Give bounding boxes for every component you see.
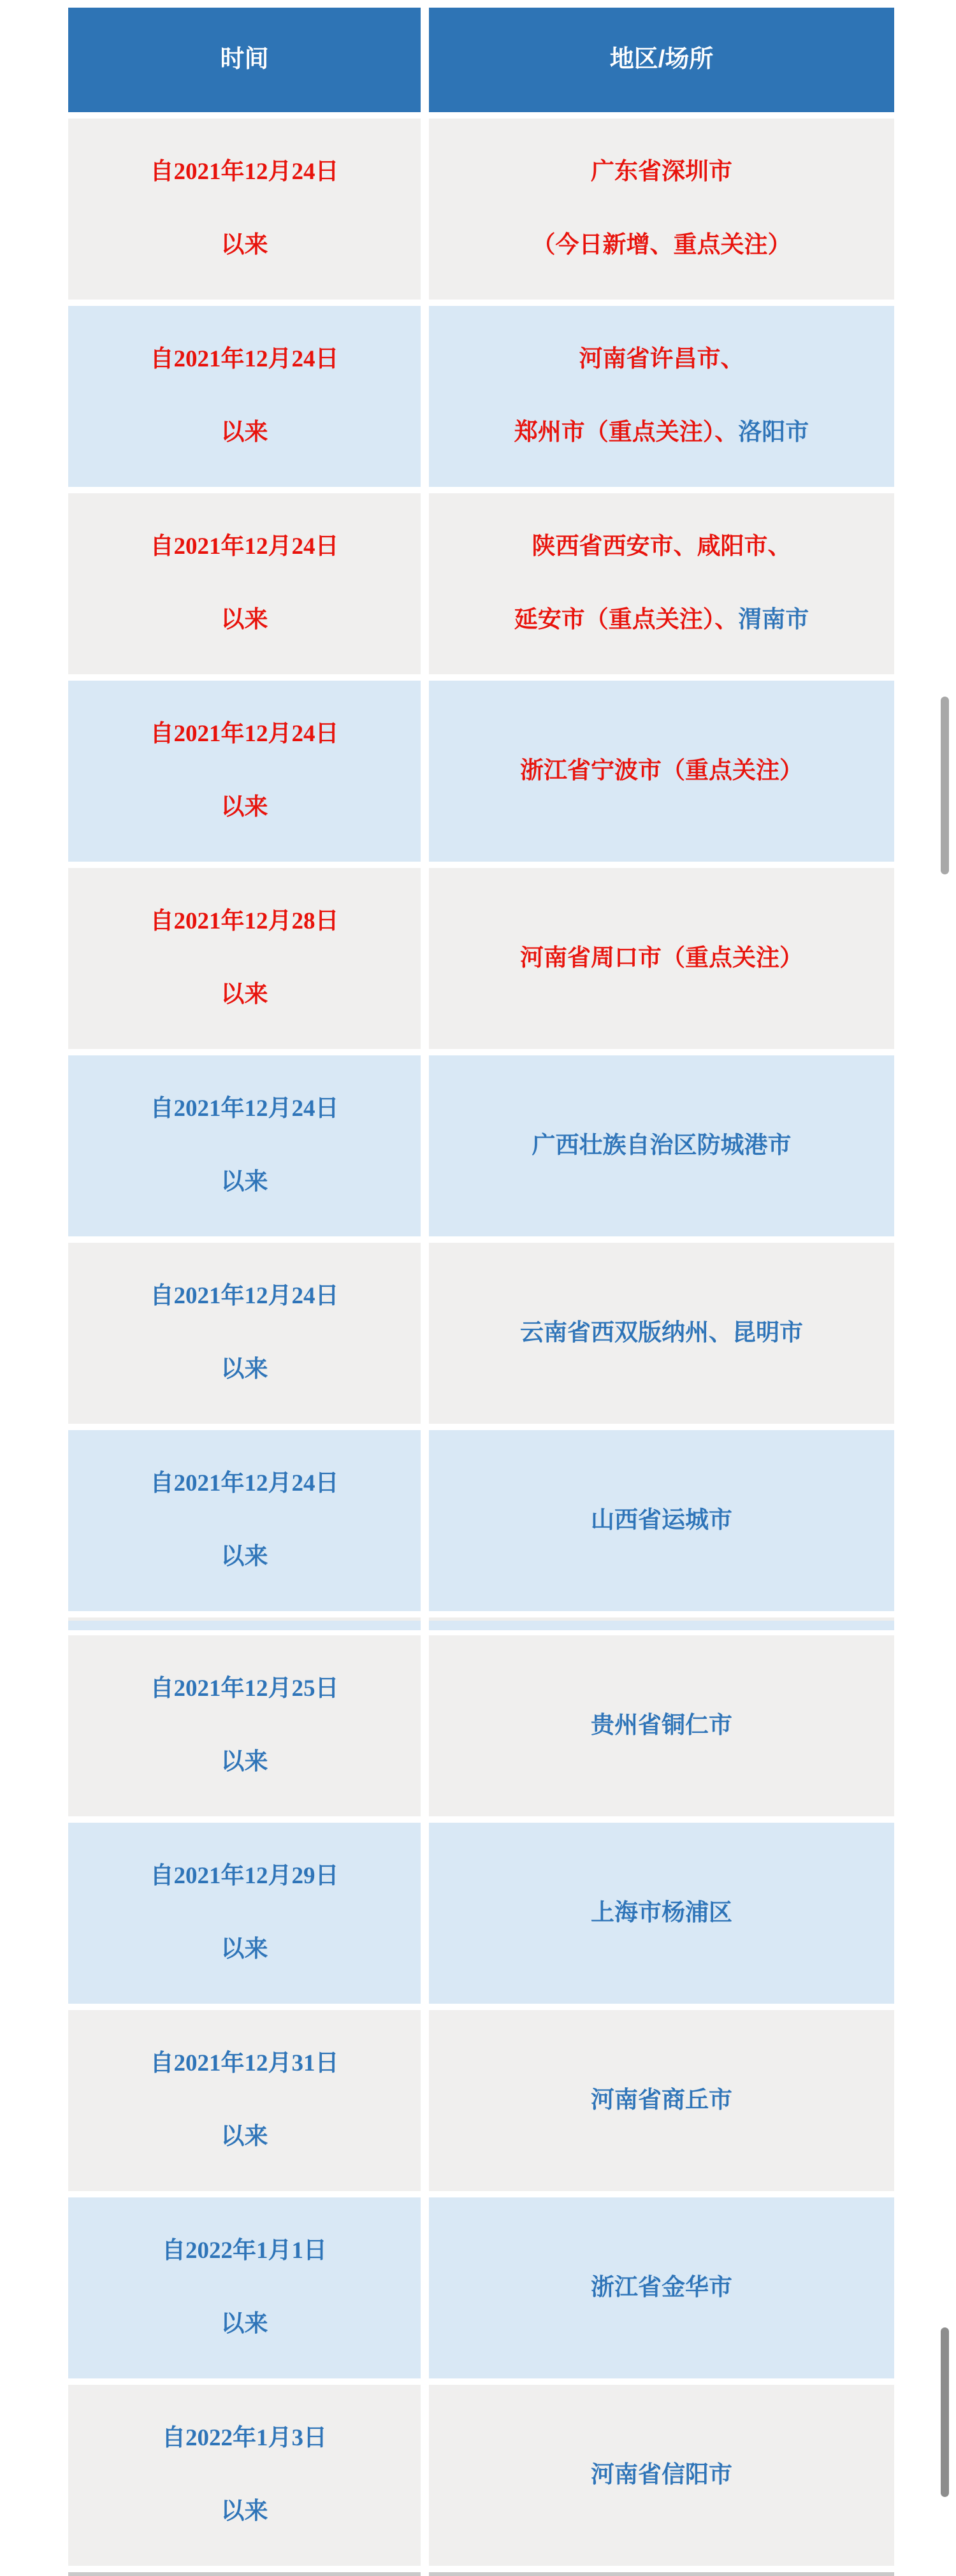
time-cell [68, 681, 421, 862]
location-text: 河南省许昌市、 [579, 346, 744, 373]
table-row [68, 868, 894, 1049]
time-cell [68, 306, 421, 487]
time-text: 自2021年12月29日 [150, 1863, 339, 1890]
location-text: 广西壮族自治区防城港市 [532, 1132, 792, 1159]
header-cell-time: 时间 [68, 8, 421, 112]
location-text: 郑州市（重点关注）、洛阳市 [514, 419, 809, 445]
partial-cell [429, 1617, 894, 1630]
location-text: 延安市（重点关注）、渭南市 [514, 607, 809, 633]
time-text: 自2022年1月3日 [162, 2425, 327, 2452]
table-row [68, 1243, 894, 1424]
location-text: 上海市杨浦区 [591, 1899, 732, 1926]
time-text: 以来 [221, 2124, 268, 2150]
time-cell [68, 1430, 421, 1611]
location-text: 贵州省铜仁市 [591, 1712, 732, 1739]
time-text: 自2021年12月24日 [150, 533, 339, 560]
cut-strip-left [68, 2572, 421, 2576]
location-text: 陕西省西安市、咸阳市、 [532, 533, 792, 560]
table-row [68, 493, 894, 674]
time-cell [68, 1055, 421, 1236]
location-cell [429, 306, 894, 487]
table-row [68, 306, 894, 487]
table-row [68, 2385, 894, 2566]
time-text: 自2021年12月31日 [150, 2050, 339, 2077]
time-text: 以来 [221, 2498, 268, 2524]
partial-cut-row [68, 1617, 894, 1630]
table-body [68, 119, 894, 2566]
location-text: 山西省运城市 [591, 1507, 732, 1533]
time-text: 自2021年12月24日 [150, 721, 339, 748]
time-text: 以来 [221, 1936, 268, 1962]
time-area-table [68, 8, 894, 2576]
time-text: 以来 [221, 232, 268, 258]
location-cell [429, 868, 894, 1049]
time-cell [68, 1823, 421, 2004]
header-cell-area: 地区/场所 [429, 8, 894, 112]
time-text: 自2021年12月24日 [150, 346, 339, 373]
table-row [68, 681, 894, 862]
location-text: 河南省商丘市 [591, 2087, 732, 2113]
location-cell [429, 2197, 894, 2378]
location-cell [429, 2385, 894, 2566]
table-row [68, 2197, 894, 2378]
time-text: 以来 [221, 1356, 268, 1382]
table-row [68, 1635, 894, 1816]
time-text: 自2022年1月1日 [162, 2238, 327, 2264]
location-cell [429, 1055, 894, 1236]
scrollbar-thumb-lower[interactable] [941, 2327, 949, 2497]
location-cell [429, 1243, 894, 1424]
time-text: 以来 [221, 1544, 268, 1570]
location-text: 浙江省宁波市（重点关注） [520, 757, 803, 784]
location-text: 浙江省金华市 [591, 2274, 732, 2301]
time-text: 自2021年12月24日 [150, 1283, 339, 1310]
time-text: 自2021年12月25日 [150, 1675, 339, 1702]
table-row [68, 1055, 894, 1236]
time-text: 以来 [221, 1169, 268, 1195]
location-cell [429, 1635, 894, 1816]
table-row [68, 2010, 894, 2191]
location-text: 河南省信阳市 [591, 2461, 732, 2488]
partial-cell [68, 1617, 421, 1630]
time-text: 自2021年12月28日 [150, 908, 339, 935]
cut-off-next-row-strip [68, 2572, 894, 2576]
location-cell [429, 681, 894, 862]
time-text: 以来 [221, 607, 268, 633]
time-cell [68, 2197, 421, 2378]
scrollbar-thumb-upper[interactable] [941, 697, 949, 874]
time-text: 以来 [221, 981, 268, 1008]
location-cell [429, 1823, 894, 2004]
location-text: 河南省周口市（重点关注） [520, 944, 803, 971]
table-row [68, 1823, 894, 2004]
time-cell [68, 2010, 421, 2191]
location-cell [429, 1430, 894, 1611]
time-text: 自2021年12月24日 [150, 1096, 339, 1122]
location-text: （今日新增、重点关注） [532, 232, 792, 258]
table-row [68, 119, 894, 300]
time-cell [68, 868, 421, 1049]
location-cell [429, 2010, 894, 2191]
time-cell [68, 1243, 421, 1424]
table-row [68, 1430, 894, 1611]
time-text: 以来 [221, 2311, 268, 2337]
time-text: 以来 [221, 1749, 268, 1775]
time-text: 自2021年12月24日 [150, 159, 339, 185]
time-text: 自2021年12月24日 [150, 1470, 339, 1497]
time-cell [68, 493, 421, 674]
location-cell [429, 493, 894, 674]
time-cell [68, 2385, 421, 2566]
time-cell [68, 1635, 421, 1816]
time-text: 以来 [221, 419, 268, 445]
table-header-row [68, 8, 894, 112]
time-text: 以来 [221, 794, 268, 820]
location-text: 广东省深圳市 [591, 159, 732, 185]
cut-strip-right [429, 2572, 894, 2576]
location-cell [429, 119, 894, 300]
location-text: 云南省西双版纳州、昆明市 [520, 1319, 803, 1346]
time-cell [68, 119, 421, 300]
